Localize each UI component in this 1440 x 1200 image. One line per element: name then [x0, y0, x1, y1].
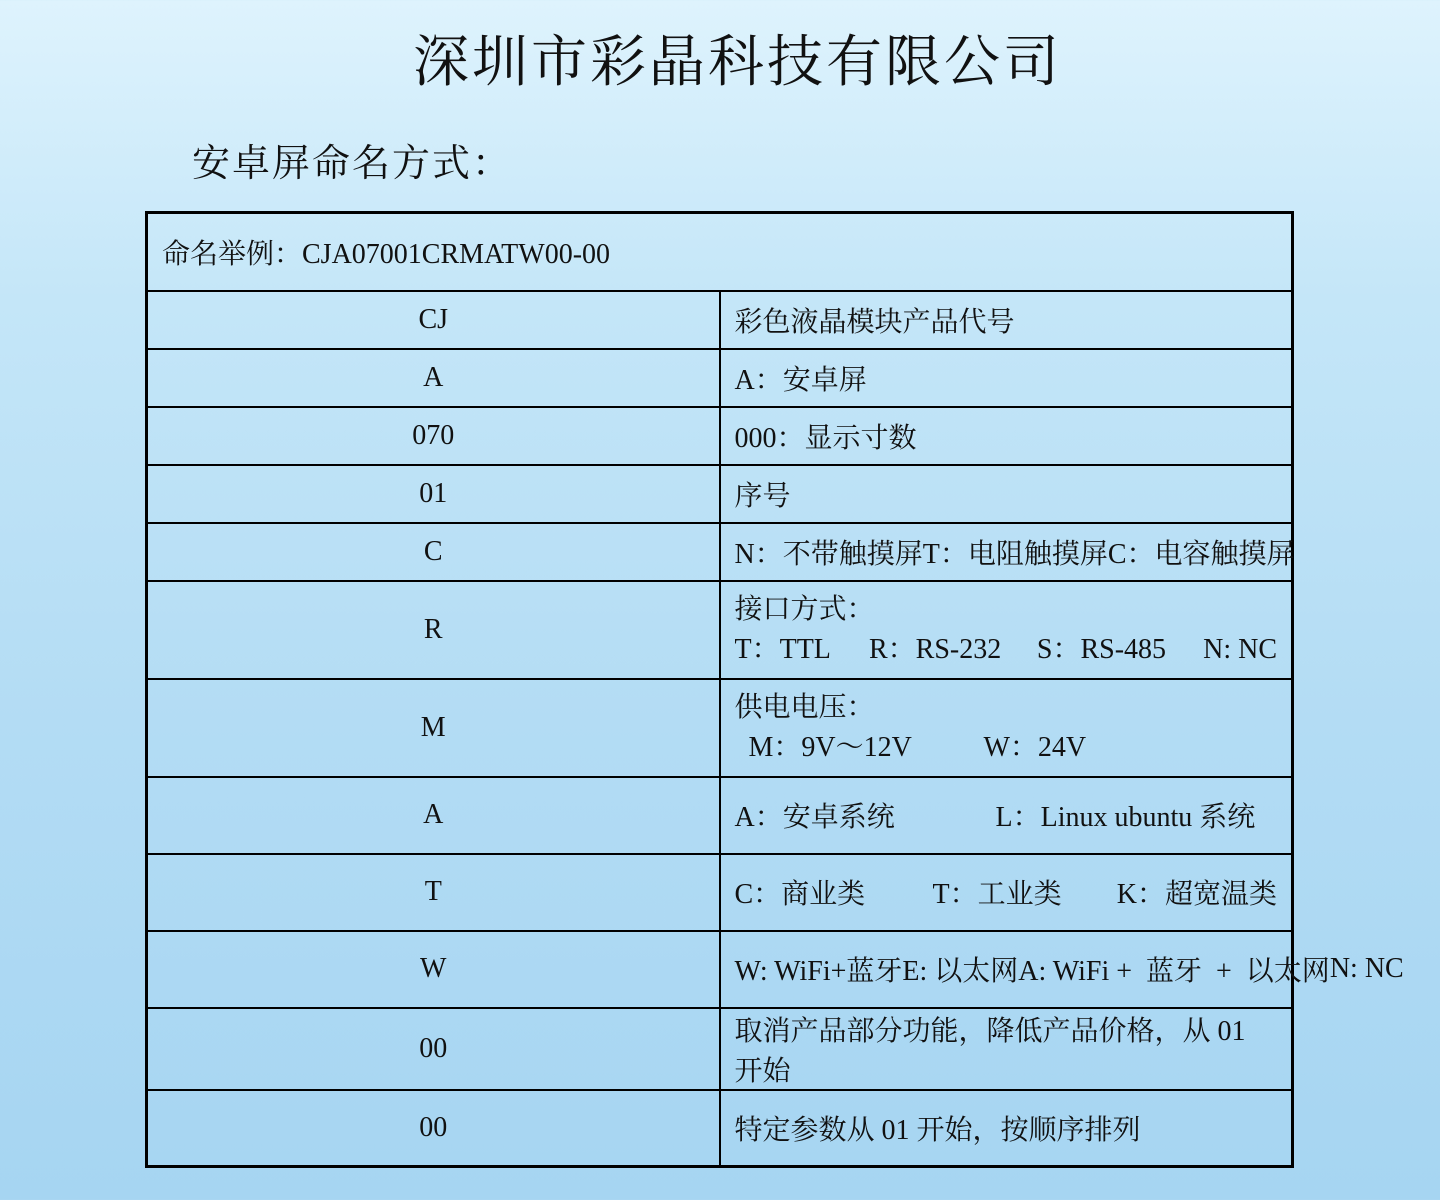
code-cell: 01 — [147, 465, 720, 523]
option-item: M：9V～12V — [748, 731, 912, 763]
option-item: N: NC — [1329, 953, 1404, 984]
code-cell: C — [147, 523, 720, 581]
description-cell — [720, 581, 1293, 679]
description-cell: 序号 — [720, 465, 1293, 523]
table-row — [147, 1008, 1293, 1090]
table-row — [147, 1090, 1293, 1167]
description-cell — [720, 523, 1293, 581]
option-item: T：TTL — [734, 633, 831, 665]
table-row — [147, 407, 1293, 465]
code-cell: 00 — [147, 1008, 720, 1090]
option-list — [734, 532, 1295, 572]
table-row — [147, 931, 1293, 1008]
naming-rule-table — [145, 211, 1404, 1168]
option-item: A: WiFi + 蓝牙 + 以太网 — [1018, 956, 1330, 987]
description-label: 接口方式： — [734, 593, 875, 625]
code-cell: T — [147, 854, 720, 931]
code-cell: R — [147, 581, 720, 679]
code-cell: M — [147, 679, 720, 777]
description-cell — [720, 679, 1293, 777]
option-item: W：24V — [983, 731, 1087, 763]
option-item: R：RS-232 — [868, 633, 1002, 665]
option-item: S：RS-485 — [1036, 633, 1167, 665]
option-item: N：不带触摸屏 — [734, 538, 923, 570]
option-item: C：商业类 — [734, 879, 866, 910]
example-row — [147, 213, 1293, 291]
section-heading: 安卓屏命名方式： — [192, 141, 513, 185]
description-cell: 彩色液晶模块产品代号 — [720, 291, 1293, 349]
code-cell: A — [147, 349, 720, 407]
table-row — [147, 523, 1293, 581]
option-item: A：安卓系统 — [734, 802, 895, 833]
option-item: K：超宽温类 — [1116, 879, 1277, 910]
option-item: T：电阻触摸屏 — [922, 538, 1108, 570]
option-list — [735, 728, 1278, 768]
option-item: C：电容触摸屏 — [1107, 538, 1295, 570]
example-cell: 命名举例：CJA07001CRMATW00-00 — [147, 213, 1293, 291]
option-list — [734, 949, 1404, 989]
option-list — [735, 872, 1278, 912]
description-cell: 特定参数从 01 开始，按顺序排列 — [720, 1090, 1293, 1167]
description-cell — [720, 931, 1404, 1008]
code-cell: CJ — [147, 291, 720, 349]
code-cell: A — [147, 777, 720, 854]
company-title: 深圳市彩晶科技有限公司 — [413, 30, 1062, 95]
option-list — [735, 630, 1278, 670]
description-cell: 000：显示寸数 — [720, 407, 1293, 465]
table-row — [147, 854, 1293, 931]
description-cell: A：安卓屏 — [720, 349, 1293, 407]
code-cell: W — [147, 931, 720, 1008]
table-row — [147, 679, 1293, 777]
table-row — [147, 581, 1293, 679]
option-item: N: NC — [1203, 633, 1277, 665]
option-item: W: WiFi+蓝牙 — [734, 956, 903, 987]
option-item: E: 以太网 — [902, 956, 1019, 987]
table-row — [147, 349, 1293, 407]
table-row — [147, 291, 1293, 349]
code-cell: 00 — [147, 1090, 720, 1167]
description-cell — [720, 777, 1293, 854]
option-item: T：工业类 — [932, 879, 1062, 910]
description-cell — [720, 854, 1293, 931]
code-cell: 070 — [147, 407, 720, 465]
description-cell: 取消产品部分功能，降低产品价格，从 01 开始 — [720, 1008, 1293, 1090]
table-row — [147, 465, 1293, 523]
option-item: L：Linux ubuntu 系统 — [995, 802, 1256, 833]
description-label: 供电电压： — [734, 691, 875, 723]
table-row — [147, 777, 1293, 854]
option-list — [735, 795, 1278, 835]
